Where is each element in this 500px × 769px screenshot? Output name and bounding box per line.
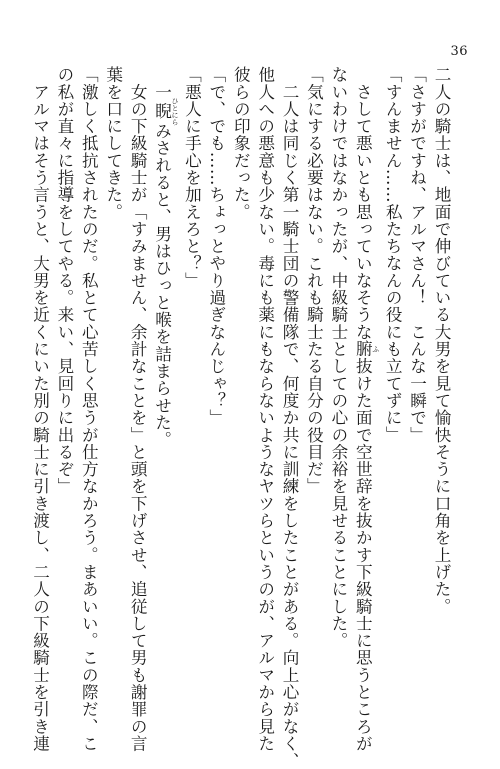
text-line: 「で、でも……ちょっとやり過ぎなんじゃ？」 xyxy=(206,66,226,427)
text-line: 女の下級騎士が「すみません、余計なことを」と頭を下げさせ、追従して男も謝罪の言 xyxy=(128,66,148,752)
text-segment: 抜けた面で空世辞を抜かす下級騎士に思うところが xyxy=(353,357,373,753)
text-line: 「気にする必要はない。これも騎士たる自分の役目だ」 xyxy=(304,66,324,495)
text-line: の私が直々に指導をしてやる。来い、見回りに出るぞ」 xyxy=(54,66,74,495)
text-line xyxy=(149,66,179,640)
text-line: 二人の騎士は、地面で伸びている大男を見て愉快そうに口角を上げた。 xyxy=(432,66,451,615)
text-segment: さして悪いとも思っていなそうな xyxy=(353,66,373,341)
text-line: アルマはそう言うと、大男を近くにいた別の騎士に引き渡し、二人の下級騎士を引き連 xyxy=(30,66,50,752)
text-line: 「激しく抵抗されたのだ。私とて心苦しく思うが仕方なかろう。まあいい。この際だ、こ xyxy=(79,66,99,752)
ruby-word xyxy=(152,97,180,126)
text-segment: みされると、男はひっと喉を詰まらせた。 xyxy=(152,122,172,449)
ruby-reading: ひとにら xyxy=(171,97,180,126)
text-line: 「悪人に手心を加えろと？」 xyxy=(182,66,202,289)
text-line: 「さすがですね、アルマさん！ こんな一瞬で」 xyxy=(407,66,427,444)
text-line: 「すんません……私たちなんの役にも立てずに」 xyxy=(383,66,403,444)
ruby-word xyxy=(353,340,380,358)
ruby-reading: ふ xyxy=(371,340,380,358)
vertical-text-body xyxy=(27,66,453,769)
text-line: 葉を口にしてきた。 xyxy=(103,66,123,221)
ruby-base: 腑 xyxy=(353,340,373,358)
text-line: 彼らの印象だった。 xyxy=(231,66,251,221)
text-line: 二人は同じく第一騎士団の警備隊で、何度か共に訓練をしたことがある。向上心がなく、 xyxy=(280,66,300,769)
text-line: 他人への悪意も少ない。毒にも薬にもならないようなヤツらというのが、アルマから見た xyxy=(255,66,275,752)
text-line xyxy=(350,66,380,753)
text-line: ないわけではなかったが、中級騎士としての心の余裕を見せることにした。 xyxy=(328,66,348,650)
page-number: 36 xyxy=(450,44,468,59)
ruby-base: 睨 xyxy=(152,97,172,126)
text-segment: 一 xyxy=(152,66,172,101)
